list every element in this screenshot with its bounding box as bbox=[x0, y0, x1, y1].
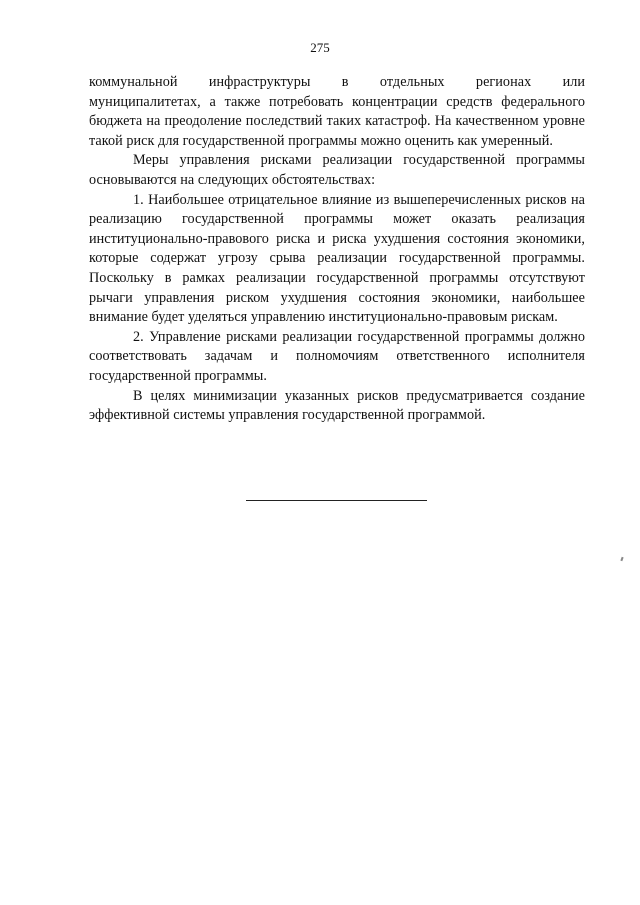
document-body bbox=[89, 73, 585, 426]
scan-artifact-mark bbox=[620, 557, 623, 561]
paragraph-continuation: муниципалитетах, а также потребовать концентрации средств федерального бюджета на преодоление последствий таких катастроф. На качественном уровне такой риск для государственной программы можно оценить как умеренный. bbox=[89, 93, 585, 149]
paragraph-conclusion: В целях минимизации указанных рисков предусматривается создание эффективной системы управления государственной программой. bbox=[89, 387, 585, 424]
paragraph-risk-measures: Меры управления рисками реализации государственной программы основываются на следующих обстоятельствах: bbox=[89, 152, 585, 188]
paragraph-continuation-first-line: коммунальной инфраструктуры в отдельных регионах или bbox=[89, 74, 585, 90]
section-end-divider bbox=[246, 500, 427, 501]
paragraph-item-2: 2. Управление рисками реализации государственной программы должно соответствовать задачам и полномочиям ответственного исполнителя государственной программы. bbox=[89, 328, 585, 384]
page-number: 275 bbox=[310, 40, 330, 55]
paragraph-item-1: 1. Наибольшее отрицательное влияние из вышеперечисленных рисков на реализацию государственной программы может оказать реализация институционально-правового риска и риска ухудшения состояния экономики, которые содержат угрозу срыва реализации государственной программы. Поскольку в рамках реализации государственной программы отсутствуют рычаги управления риском ухудшения состояния экономики, наибольшее внимание будет уделяться управлению институционально-правовым рискам. bbox=[89, 191, 585, 326]
